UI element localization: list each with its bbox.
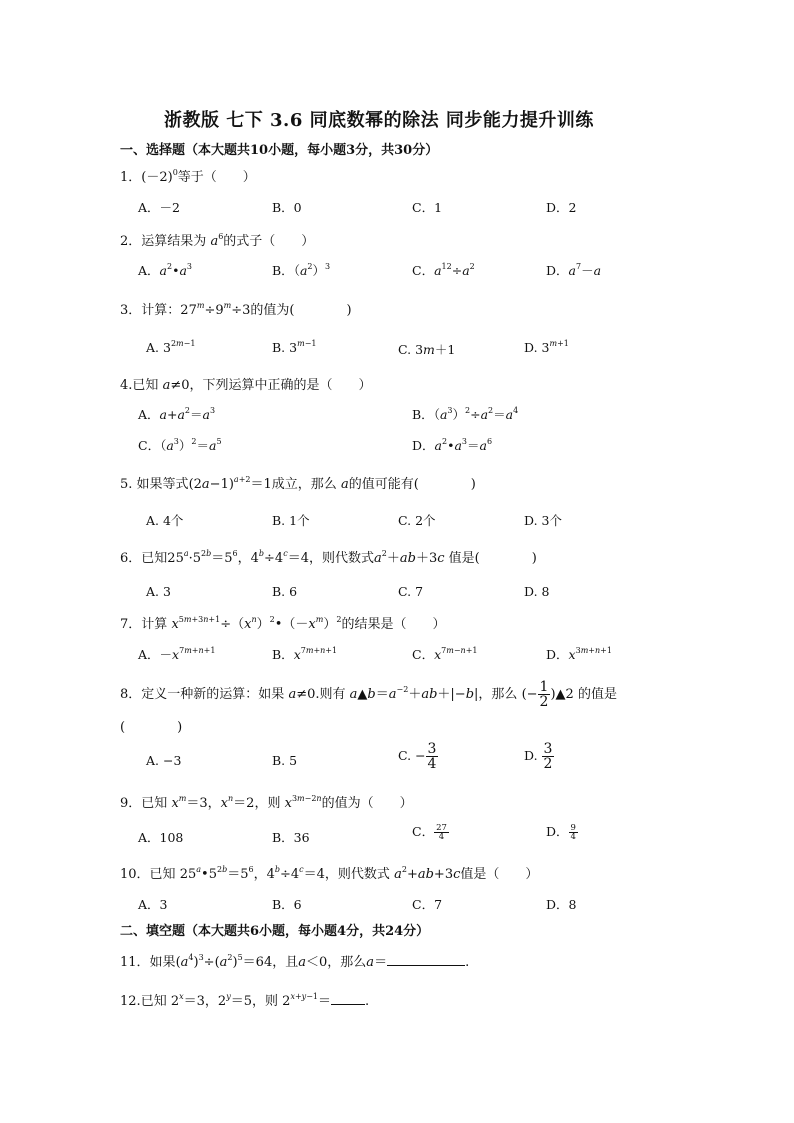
q4-option-b-label: B． <box>412 407 434 422</box>
question-4-text-b: ，下列运算中正确的是（ ） <box>189 378 372 393</box>
question-4 <box>120 374 372 393</box>
fraction-three-halves: $\frac{3}{2}$ <box>543 741 553 772</box>
q7-option-c[interactable]: C．$x^{7m-n+1}$ <box>412 646 478 662</box>
q8-option-b[interactable]: B. 5 <box>272 753 298 768</box>
question-5-number: 5. <box>120 477 133 492</box>
question-4-text-a: 已知 <box>132 378 159 393</box>
q8-option-d[interactable] <box>524 742 554 771</box>
q4-option-d[interactable]: D．$a^2•a^3=a^6$ <box>412 437 493 453</box>
question-10-text-b: ，则代数式 <box>324 867 390 882</box>
question-12-number: 12. <box>120 994 141 1009</box>
q5-option-a[interactable]: A. 4个 <box>146 513 184 528</box>
q1-option-d[interactable]: D．2 <box>546 200 577 215</box>
question-11-number: 11． <box>120 955 150 970</box>
q9-option-d[interactable] <box>546 822 578 842</box>
q1-option-a[interactable]: A．－2 <box>138 200 180 215</box>
q1-option-c[interactable]: C．1 <box>412 200 443 215</box>
question-12-expr-b: $2^{x+y-1}$ <box>282 992 318 1009</box>
q3-option-c[interactable]: C. 3m＋1 <box>398 342 456 357</box>
q3-option-b-label: B. <box>272 340 286 355</box>
q9-option-a[interactable]: A．108 <box>138 830 184 845</box>
q6-option-b[interactable]: B. 6 <box>272 584 298 599</box>
q3-option-a-label: A. <box>146 340 160 355</box>
q4-option-b[interactable]: B．$(a^3)^2\div a^2=a^4$ <box>412 406 519 422</box>
question-5 <box>120 473 476 492</box>
question-11: 11．如果$(a^4)^3\div(a^2)^5=64$，且a＜0，那么a＝ . <box>120 953 470 970</box>
question-7-number: 7． <box>120 617 142 632</box>
q9-option-b[interactable]: B．36 <box>272 830 310 845</box>
question-3-text-b: 的值为( ) <box>250 303 352 318</box>
question-9-text-a: 已知 <box>141 796 168 811</box>
question-6-expr-b: $a^2+ab+3c$ <box>373 549 445 566</box>
question-5-text-b: 成立，那么 <box>271 477 337 492</box>
question-8-paren: ( ) <box>120 720 183 735</box>
question-1-expr: $(-2)^0$ <box>141 168 178 185</box>
question-2-text-a: 运算结果为 <box>141 234 207 249</box>
q2-option-d-label: D． <box>546 263 569 278</box>
question-12: 12.已知 $2^x=3$，$2^y=5$，则 $2^{x+y-1}=$ . <box>120 992 370 1009</box>
question-8-def: $a▲b=a^{-2}+ab+|-b|$ <box>349 685 479 702</box>
question-2-text-b: 的式子（ ） <box>223 234 315 249</box>
q10-option-d[interactable]: D．8 <box>546 897 577 912</box>
q2-option-b-label: B． <box>272 263 294 278</box>
question-10-expr-b: $a^2+ab+3c$ <box>394 865 461 882</box>
question-10-text-a: 已知 <box>149 867 176 882</box>
question-9 <box>120 792 413 811</box>
question-1-text: 等于（ ） <box>177 170 256 185</box>
q3-option-d[interactable]: D. $3^{m+1}$ <box>524 339 569 355</box>
question-7-text-b: 的结果是（ ） <box>341 617 446 632</box>
fraction-one-half: $\frac{1}{2}$ <box>539 679 549 710</box>
question-8-text-b: 则有 <box>319 687 346 702</box>
q9-option-c-label: C． <box>412 824 435 839</box>
question-7 <box>120 613 445 632</box>
q4-option-d-label: D． <box>412 438 435 453</box>
question-9-number: 9． <box>120 796 142 811</box>
question-9-text-b: ，则 <box>254 796 281 811</box>
q10-option-b[interactable]: B．6 <box>272 897 302 912</box>
question-5-var: a <box>340 477 349 492</box>
q7-option-d-label: D． <box>546 647 569 662</box>
question-2-number: 2． <box>120 234 142 249</box>
question-6 <box>120 547 537 566</box>
q3-option-b[interactable]: B. $3^{m-1}$ <box>272 339 317 355</box>
question-10-expr-a: $25^a•5^{2b}=5^6$，$4^b\div 4^c=4$ <box>179 865 325 882</box>
q2-option-b[interactable]: B．$(a^2)^3$ <box>272 262 331 278</box>
q4-option-a-label: A． <box>138 407 160 422</box>
question-4-number: 4. <box>120 378 133 393</box>
question-11-text-a: 如果 <box>149 955 176 970</box>
question-12-text-a: 已知 <box>140 994 167 1009</box>
question-8-cond: a≠0. <box>288 687 320 702</box>
section-fill-heading: 二、填空题（本大题共6小题，每小题4分，共24分） <box>120 924 430 939</box>
q5-option-d[interactable]: D. 3个 <box>524 513 562 528</box>
question-7-expr: $x^{5m+3n+1}\div(x^n)^2•(-x^m)^2$ <box>171 615 342 632</box>
q2-option-a[interactable]: A．$a^2•a^3$ <box>138 262 192 278</box>
q8-option-c[interactable]: C. − $\frac{3}{4}$ <box>398 741 437 772</box>
fraction-three-quarters: $\frac{3}{4}$ <box>427 741 437 772</box>
question-1-number: 1． <box>120 170 142 185</box>
page-title: 浙教版 七下 3.6 同底数幂的除法 同步能力提升训练 <box>164 110 594 131</box>
question-5-text-c: 的值可能有( ) <box>348 477 476 492</box>
question-3-number: 3． <box>120 303 142 318</box>
fraction-9-4: $\frac{9}{4}$ <box>570 822 576 842</box>
q7-option-a[interactable]: A．$-x^{7m+n+1}$ <box>138 646 216 662</box>
q7-option-b[interactable]: B．$x^{7m+n+1}$ <box>272 646 338 662</box>
question-2-expr: $a^6$ <box>210 232 224 249</box>
question-2 <box>120 230 314 249</box>
question-8-text-d: 的值是 <box>577 687 617 702</box>
question-9-expr-b: $x^{3m-2n}$ <box>284 794 322 811</box>
question-11-text-b: ，且 <box>272 955 299 970</box>
question-8-number: 8． <box>120 687 142 702</box>
question-4-expr: a≠0 <box>162 378 190 393</box>
q7-option-a-label: A． <box>138 647 160 662</box>
question-7-text-a: 计算 <box>141 617 168 632</box>
q8-option-a[interactable]: A. −3 <box>146 753 182 768</box>
question-9-expr-a: $x^m=3$，$x^n=2$ <box>171 794 255 811</box>
question-5-expr: $(2a-1)^{a+2}=1$ <box>188 475 272 492</box>
question-10-number: 10． <box>120 867 150 882</box>
q1-option-b[interactable]: B．0 <box>272 200 302 215</box>
question-11-answer-blank[interactable] <box>387 965 465 966</box>
q5-option-c[interactable]: C. 2个 <box>398 513 436 528</box>
question-6-number: 6． <box>120 551 142 566</box>
question-6-expr-a: $25^a\cdot 5^{2b}=5^6$，$4^b\div 4^c=4$ <box>167 549 309 566</box>
question-12-text-b: ，则 <box>252 994 279 1009</box>
question-1 <box>120 166 256 185</box>
q2-option-c-label: C． <box>412 263 435 278</box>
question-6-text-a: 已知 <box>141 551 168 566</box>
question-11-expr: $(a^4)^3\div(a^2)^5=64$ <box>175 953 273 970</box>
q7-option-d[interactable]: D．$x^{3m+n+1}$ <box>546 646 612 662</box>
question-9-text-c: 的值为（ ） <box>321 796 413 811</box>
q8-option-a-label: A. <box>146 753 160 768</box>
q6-option-a[interactable]: A. 3 <box>146 584 171 599</box>
q2-option-d[interactable]: D．$a^7-a$ <box>546 262 602 278</box>
q3-option-a[interactable]: A. $3^{2m-1}$ <box>146 339 196 355</box>
fraction-27-4: $\frac{27}{4}$ <box>436 822 447 842</box>
question-3-text-a: 计算： <box>141 303 181 318</box>
question-8-expr: (− $\frac{1}{2}$ )▲2 <box>521 679 574 710</box>
section-choice-heading: 一、选择题（本大题共10小题，每小题3分，共30分） <box>120 143 439 158</box>
question-11-text-c: ，那么 <box>327 955 367 970</box>
q8-option-d-label: D. <box>524 748 538 763</box>
q8-option-b-label: B. <box>272 753 286 768</box>
q9-option-c[interactable] <box>412 822 449 842</box>
question-10 <box>120 863 538 882</box>
question-8-text-a: 定义一种新的运算：如果 <box>141 687 285 702</box>
question-12-expr-a: $2^x=3$，$2^y=5$ <box>170 992 252 1009</box>
question-6-text-b: ，则代数式 <box>308 551 374 566</box>
question-3-expr: $27^m\div 9^m\div 3$ <box>180 301 251 318</box>
question-6-text-c: 值是( ) <box>448 551 537 566</box>
q7-option-b-label: B． <box>272 647 294 662</box>
question-8 <box>120 680 617 709</box>
q6-option-c[interactable]: C. 7 <box>398 584 424 599</box>
q4-option-a[interactable]: A．$a+a^2=a^3$ <box>138 406 216 422</box>
q8-option-c-label: C. <box>398 748 412 763</box>
question-12-text-c: ＝ <box>317 994 331 1009</box>
q3-option-c-label: C. <box>398 342 412 357</box>
q6-option-d[interactable]: D. 8 <box>524 584 550 599</box>
question-8-text-c: ，那么 <box>478 687 518 702</box>
question-3 <box>120 299 352 318</box>
q3-option-d-label: D. <box>524 340 538 355</box>
q4-option-c-label: C． <box>138 438 161 453</box>
q5-option-b[interactable]: B. 1个 <box>272 513 310 528</box>
question-11-answer-lead: a＝ <box>366 955 388 970</box>
q2-option-c[interactable]: C．$a^{12}\div a^2$ <box>412 262 475 278</box>
question-5-text-a: 如果等式 <box>136 477 189 492</box>
question-11-cond: a＜0 <box>298 955 328 970</box>
q2-option-a-label: A． <box>138 263 160 278</box>
q4-option-c[interactable]: C．$(a^3)^2=a^5$ <box>138 437 222 453</box>
question-12-answer-blank[interactable] <box>331 1004 365 1005</box>
question-10-text-c: 值是（ ） <box>460 867 539 882</box>
q10-option-c[interactable]: C．7 <box>412 897 443 912</box>
q10-option-a[interactable]: A．3 <box>138 897 168 912</box>
q7-option-c-label: C． <box>412 647 435 662</box>
q9-option-d-label: D． <box>546 824 569 839</box>
